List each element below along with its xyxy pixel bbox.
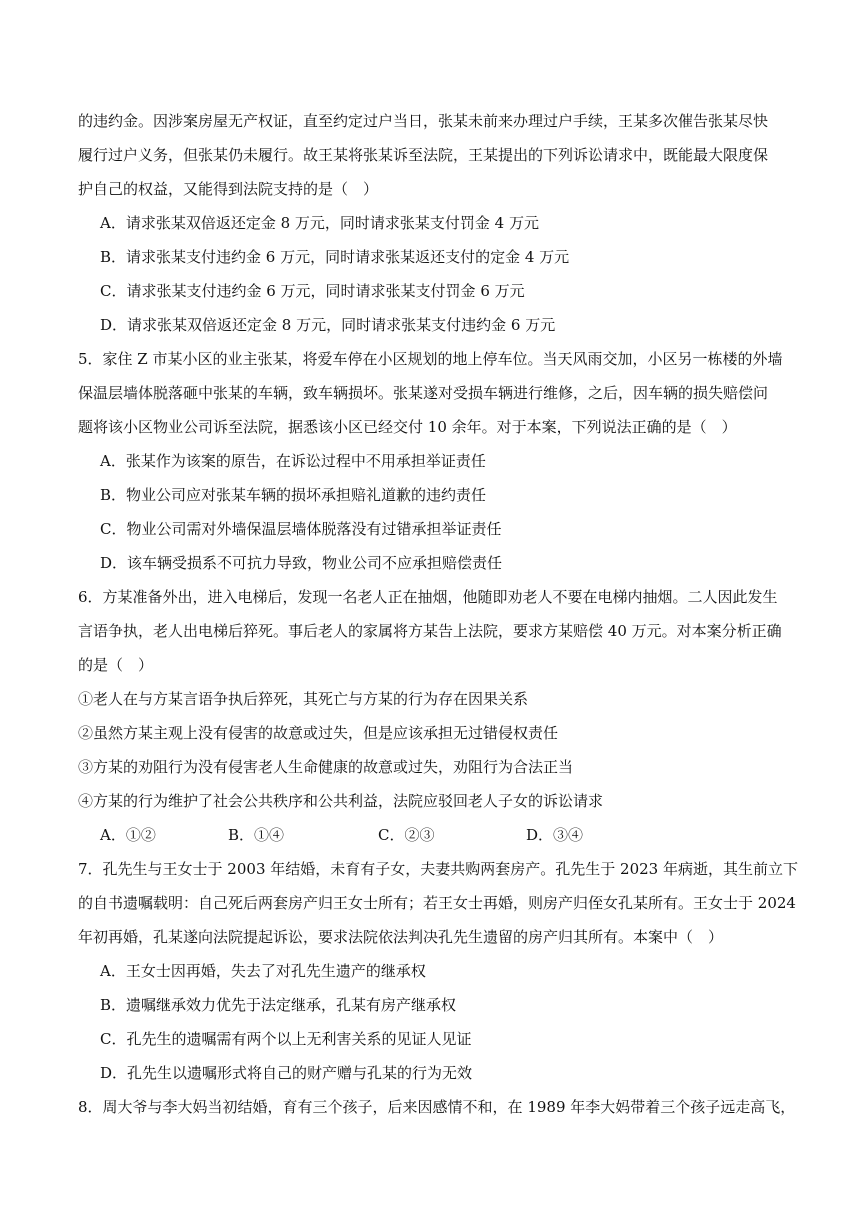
question-6 xyxy=(78,580,782,852)
option-c: C．物业公司需对外墙保温层墙体脱落没有过错承担举证责任 xyxy=(100,520,502,538)
question-stem-line: 8．周大爷与李大妈当初结婚，育有三个孩子，后来因感情不和，在 1989 年李大妈带着三个孩子远走高飞， xyxy=(78,1098,796,1116)
question-4 xyxy=(78,104,778,342)
option-b: B．物业公司应对张某车辆的损坏承担赔礼道歉的违约责任 xyxy=(100,486,487,504)
option-a: A．①② xyxy=(100,826,156,844)
option-row xyxy=(78,818,778,852)
option-c: C．请求张某支付违约金 6 万元，同时请求张某支付罚金 6 万元 xyxy=(100,282,525,300)
option-d: D．该车辆受损系不可抗力导致，物业公司不应承担赔偿责任 xyxy=(100,554,503,572)
option-d: D．③④ xyxy=(526,826,584,844)
question-stem-line: 5．家住 Z 市某小区的业主张某，将爱车停在小区规划的地上停车位。当天风雨交加，小区另一栋楼的外墙 xyxy=(78,350,783,368)
question-stem-line: 的是（ ） xyxy=(78,656,154,674)
question-content xyxy=(78,104,798,1124)
option-b: B．①④ xyxy=(228,826,285,844)
option-d: D．孔先生以遗嘱形式将自己的财产赠与孔某的行为无效 xyxy=(100,1064,473,1082)
question-stem-line: 的违约金。因涉案房屋无产权证，直至约定过户当日，张某未前来办理过户手续，王某多次催告张某尽快 xyxy=(78,112,769,130)
question-5 xyxy=(78,342,783,580)
option-c: C．②③ xyxy=(378,826,435,844)
question-stem-line: 言语争执，老人出电梯后猝死。事后老人的家属将方某告上法院，要求方某赔偿 40 万元。对本案分析正确 xyxy=(78,622,782,640)
question-stem-line: 题将该小区物业公司诉至法院，据悉该小区已经交付 10 余年。对于本案，下列说法正确的是（ ） xyxy=(78,418,737,436)
statement-4: ④方某的行为维护了社会公共秩序和公共利益，法院应驳回老人子女的诉讼请求 xyxy=(78,792,604,810)
option-c: C．孔先生的遗嘱需有两个以上无利害关系的见证人见证 xyxy=(100,1030,472,1048)
option-b: B．遗嘱继承效力优先于法定继承，孔某有房产继承权 xyxy=(100,996,457,1014)
statement-2: ②虽然方某主观上没有侵害的故意或过失，但是应该承担无过错侵权责任 xyxy=(78,724,559,742)
question-8 xyxy=(78,1090,796,1124)
question-stem-line: 7．孔先生与王女士于 2003 年结婚，未育有子女，夫妻共购两套房产。孔先生于 2023 年病逝，其生前立下 xyxy=(78,860,798,878)
question-stem-line: 保温层墙体脱落砸中张某的车辆，致车辆损坏。张某遂对受损车辆进行维修，之后，因车辆的损失赔偿问 xyxy=(78,384,769,402)
question-stem-line: 年初再婚，孔某遂向法院提起诉讼，要求法院依法判决孔先生遗留的房产归其所有。本案中（ ） xyxy=(78,928,724,946)
option-a: A．张某作为该案的原告，在诉讼过程中不用承担举证责任 xyxy=(100,452,486,470)
option-a: A．王女士因再婚，失去了对孔先生遗产的继承权 xyxy=(100,962,426,980)
question-stem-line: 履行过户义务，但张某仍未履行。故王某将张某诉至法院，王某提出的下列诉讼请求中，既能最大限度保 xyxy=(78,146,769,164)
question-stem-line: 6．方某准备外出，进入电梯后，发现一名老人正在抽烟，他随即劝老人不要在电梯内抽烟。二人因此发生 xyxy=(78,588,778,606)
option-d: D．请求张某双倍返还定金 8 万元，同时请求张某支付违约金 6 万元 xyxy=(100,316,556,334)
statement-3: ③方某的劝阻行为没有侵害老人生命健康的故意或过失，劝阻行为合法正当 xyxy=(78,758,574,776)
option-a: A．请求张某双倍返还定金 8 万元，同时请求张某支付罚金 4 万元 xyxy=(100,214,539,232)
statement-1: ①老人在与方某言语争执后猝死，其死亡与方某的行为存在因果关系 xyxy=(78,690,529,708)
option-b: B．请求张某支付违约金 6 万元，同时请求张某返还支付的定金 4 万元 xyxy=(100,248,570,266)
question-stem-line: 护自己的权益，又能得到法院支持的是（ ） xyxy=(78,180,379,198)
question-stem-line: 的自书遗嘱载明：自己死后两套房产归王女士所有；若王女士再婚，则房产归侄女孔某所有。王女士于 2024 xyxy=(78,894,796,912)
question-7 xyxy=(78,852,798,1090)
